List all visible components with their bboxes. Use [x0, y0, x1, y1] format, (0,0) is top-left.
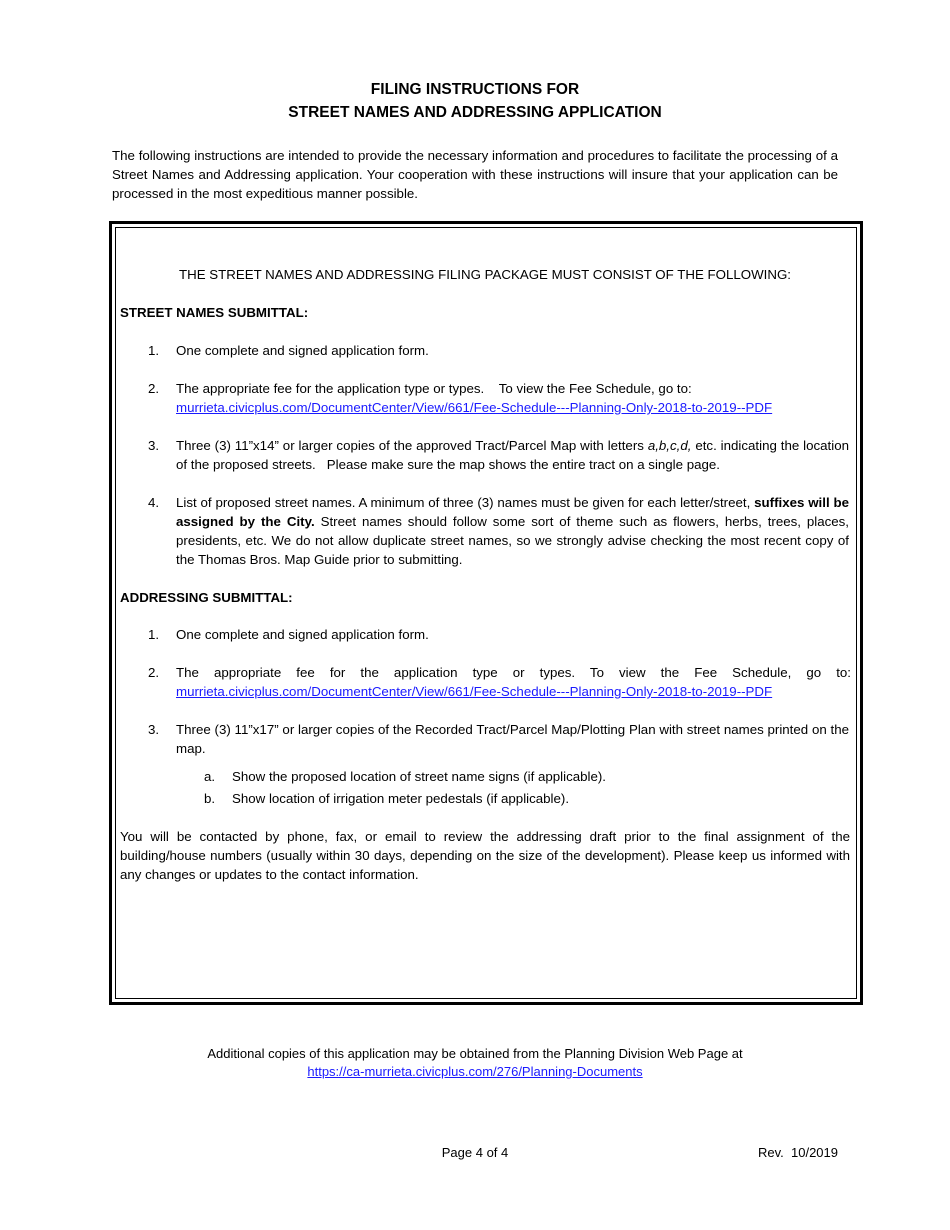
title-line-1: FILING INSTRUCTIONS FOR	[370, 81, 580, 98]
address-item-2-number: 2.	[148, 665, 160, 680]
footer-copies-note: Additional copies of this application may be obtained from the Planning Division Web Page at	[207, 1046, 743, 1061]
address-item-1-number: 1.	[148, 627, 160, 642]
street-item-4-number: 4.	[148, 495, 160, 510]
address-item-1-text: One complete and signed application form.	[176, 627, 429, 642]
address-item-3-text: Three (3) 11”x17” or larger copies of the Recorded Tract/Parcel Map/Plotting Plan with street names printed on the map.	[176, 722, 849, 756]
intro-paragraph: The following instructions are intended to provide the necessary information and procedures to facilitate the processing of a Street Names and Addressing application. Your cooperation with these instructions will insure that your application can be processed in the most expeditious manner possible.	[112, 148, 838, 202]
street-item-2-desc: The appropriate fee for the application type or types. To view the Fee Schedule, go to:	[176, 381, 692, 396]
address-item-3-number: 3.	[148, 722, 160, 737]
address-item-2-desc: The appropriate fee for the application type or types. To view the Fee Schedule, go to:	[176, 665, 851, 680]
address-subitem-a-text: Show the proposed location of street name signs (if applicable).	[232, 769, 607, 784]
filing-package-box	[109, 221, 863, 1005]
street-names-section-title: STREET NAMES SUBMITTAL:	[120, 305, 309, 320]
street-item-4-part-a: List of proposed street names. A minimum of three (3) names must be given for each letter/street,	[176, 495, 755, 510]
page-number: Page 4 of 4	[441, 1145, 509, 1160]
address-fee-schedule-link[interactable]: murrieta.civicplus.com/DocumentCenter/View/661/Fee-Schedule---Planning-Only-2018-to-2019--PDF	[176, 684, 773, 699]
street-item-2-number: 2.	[148, 381, 160, 396]
addressing-section-title: ADDRESSING SUBMITTAL:	[120, 590, 293, 605]
address-subitem-b-text: Show location of irrigation meter pedestals (if applicable).	[232, 791, 570, 806]
revision-date: Rev. 10/2019	[758, 1145, 838, 1160]
street-item-4-suffix-note: suffixes will be assigned by the City.	[176, 495, 849, 529]
street-fee-schedule-link[interactable]: murrieta.civicplus.com/DocumentCenter/View/661/Fee-Schedule---Planning-Only-2018-to-2019--PDF	[176, 400, 773, 415]
planning-documents-link[interactable]: https://ca-murrieta.civicplus.com/276/Planning-Documents	[307, 1064, 643, 1079]
address-item-2-text	[176, 663, 851, 701]
closing-paragraph: You will be contacted by phone, fax, or email to review the addressing draft prior to the final assignment of the building/house numbers (usually within 30 days, depending on the size of the development). Please keep us informed with any changes or updates to the contact information.	[120, 829, 850, 882]
package-heading: THE STREET NAMES AND ADDRESSING FILING PACKAGE MUST CONSIST OF THE FOLLOWING:	[178, 267, 791, 282]
address-subitem-a-letter: a.	[204, 769, 216, 784]
street-item-1-number: 1.	[148, 343, 160, 358]
street-item-2-text	[176, 379, 851, 417]
title-line-2: STREET NAMES AND ADDRESSING APPLICATION	[288, 104, 662, 121]
street-item-3-part-b: etc. indicating the location of the proposed streets. Please make sure the map shows the entire tract on a single page.	[176, 438, 853, 472]
street-item-4-text	[176, 493, 849, 569]
address-subitem-b-letter: b.	[204, 791, 216, 806]
street-item-3-letters: a,b,c,d,	[647, 438, 692, 453]
street-item-3-text	[176, 436, 853, 474]
footer-link-wrap	[0, 1062, 950, 1081]
street-item-4-part-b: Street names should follow some sort of theme such as flowers, herbs, trees, places, presidents, etc. We do not allow duplicate street names, so we strongly advise checking the most recent copy of the Thomas Bros. Map Guide prior to submitting.	[176, 514, 850, 567]
street-item-1-text: One complete and signed application form.	[176, 343, 429, 358]
street-item-3-number: 3.	[148, 438, 160, 453]
street-item-3-part-a: Three (3) 11”x14” or larger copies of the approved Tract/Parcel Map with letters	[176, 438, 648, 453]
